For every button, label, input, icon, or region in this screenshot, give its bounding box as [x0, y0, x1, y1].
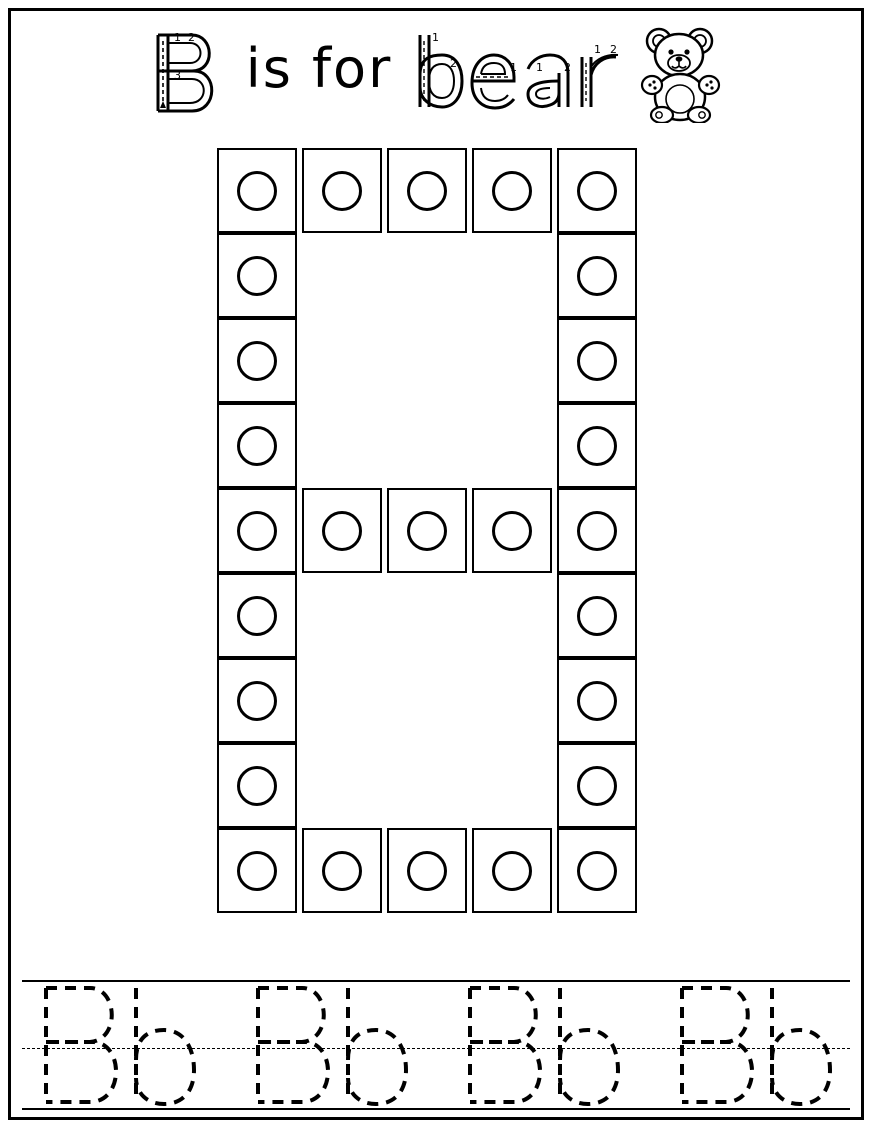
trace-group[interactable] [456, 974, 626, 1114]
circle-icon [577, 426, 617, 466]
circle-icon [237, 681, 277, 721]
dot-cell[interactable] [217, 743, 297, 828]
stroke-number-1: 1 [173, 31, 181, 44]
circle-icon [492, 851, 532, 891]
circle-icon [577, 681, 617, 721]
stroke-number-1: 1 [536, 61, 544, 74]
dot-cell[interactable] [557, 318, 637, 403]
dot-cell[interactable] [302, 148, 382, 233]
dot-cell[interactable] [387, 488, 467, 573]
letter-b-outline-icon [144, 27, 228, 119]
word-bear-outline-icon [410, 27, 640, 119]
trace-letters-icon [668, 974, 844, 1114]
tracing-strip [22, 968, 850, 1116]
teddy-bear-icon [634, 23, 730, 123]
dot-cell[interactable] [387, 148, 467, 233]
trace-lowercase-b [772, 988, 830, 1104]
circle-icon [237, 426, 277, 466]
circle-icon [237, 256, 277, 296]
letter-e-outline-icon [472, 55, 517, 108]
dot-cell[interactable] [302, 828, 382, 913]
circle-icon [577, 596, 617, 636]
title-phrase: is for [245, 36, 393, 100]
dot-cell[interactable] [302, 488, 382, 573]
trace-letters-icon [244, 974, 420, 1114]
dot-cell[interactable] [557, 828, 637, 913]
dot-cell[interactable] [557, 403, 637, 488]
trace-uppercase-B [46, 988, 116, 1102]
dot-cell[interactable] [217, 403, 297, 488]
circle-icon [492, 171, 532, 211]
trace-uppercase-B [470, 988, 540, 1102]
circle-icon [577, 171, 617, 211]
circle-icon [237, 171, 277, 211]
dot-cell[interactable] [557, 658, 637, 743]
dot-marker-letter-grid [217, 148, 657, 920]
title-row [30, 18, 844, 128]
stroke-number-2: 2 [564, 61, 572, 74]
letter-r-outline-icon [582, 43, 618, 107]
circle-icon [577, 766, 617, 806]
dot-cell[interactable] [217, 573, 297, 658]
dot-cell[interactable] [387, 828, 467, 913]
dot-cell[interactable] [557, 488, 637, 573]
circle-icon [322, 511, 362, 551]
dot-cell[interactable] [217, 658, 297, 743]
trace-lowercase-b [560, 988, 618, 1104]
circle-icon [407, 511, 447, 551]
trace-lowercase-b [136, 988, 194, 1104]
circle-icon [322, 851, 362, 891]
stroke-number-1: 1 [432, 31, 440, 44]
circle-icon [237, 511, 277, 551]
circle-icon [237, 851, 277, 891]
circle-icon [407, 851, 447, 891]
dot-cell[interactable] [557, 148, 637, 233]
title-letter-B [144, 27, 228, 119]
stroke-number-1: 1 [594, 43, 602, 56]
stroke-number-2: 2 [610, 43, 618, 56]
dot-cell[interactable] [217, 488, 297, 573]
circle-icon [492, 511, 532, 551]
title-word-bear [410, 27, 640, 119]
stroke-number-3: 3 [173, 69, 181, 82]
dot-cell[interactable] [472, 488, 552, 573]
circle-icon [237, 766, 277, 806]
circle-icon [577, 341, 617, 381]
dot-cell[interactable] [557, 573, 637, 658]
trace-group[interactable] [244, 974, 414, 1114]
stroke-number-2: 2 [187, 31, 195, 44]
circle-icon [237, 596, 277, 636]
trace-letters-icon [32, 974, 208, 1114]
stroke-number-2: 2 [450, 57, 458, 70]
dot-cell[interactable] [472, 148, 552, 233]
stroke-number-1: 1 [510, 61, 518, 74]
circle-icon [322, 171, 362, 211]
letter-b-lower-outline-icon [420, 31, 462, 107]
trace-uppercase-B [258, 988, 328, 1102]
circle-icon [577, 256, 617, 296]
dot-cell[interactable] [217, 233, 297, 318]
dot-cell[interactable] [472, 828, 552, 913]
circle-icon [407, 171, 447, 211]
trace-group[interactable] [32, 974, 202, 1114]
dot-cell[interactable] [217, 318, 297, 403]
letter-a-outline-icon [528, 55, 571, 107]
trace-uppercase-B [682, 988, 752, 1102]
dot-cell[interactable] [557, 743, 637, 828]
circle-icon [237, 341, 277, 381]
dot-cell[interactable] [217, 828, 297, 913]
trace-group[interactable] [668, 974, 838, 1114]
circle-icon [577, 851, 617, 891]
trace-lowercase-b [348, 988, 406, 1104]
dot-cell[interactable] [217, 148, 297, 233]
trace-letters-icon [456, 974, 632, 1114]
dot-cell[interactable] [557, 233, 637, 318]
circle-icon [577, 511, 617, 551]
